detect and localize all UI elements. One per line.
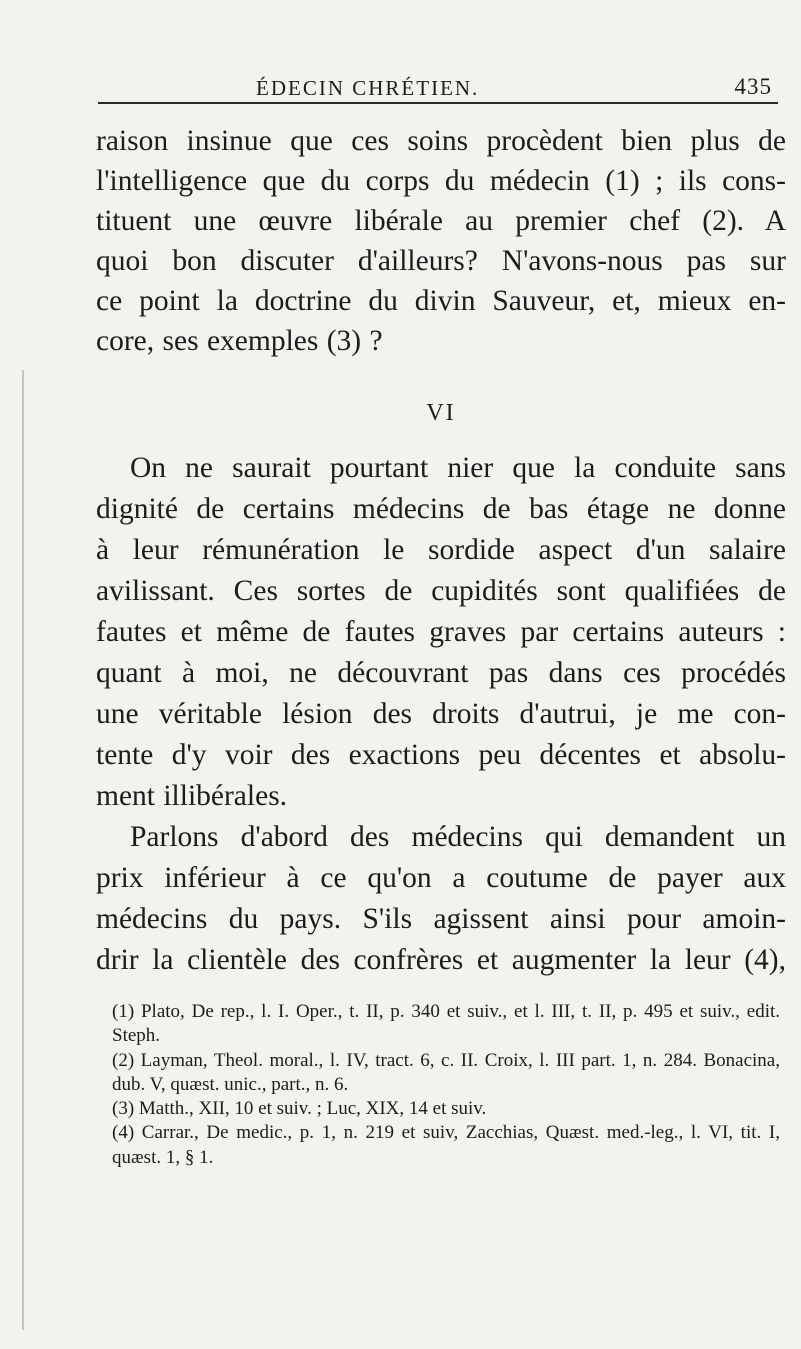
footnote-4: (4) Carrar., De medic., p. 1, n. 219 et suiv, Zacchias, Quæst. med.-leg., l. VI, tit. I, quæst. 1, § 1. <box>112 1122 780 1168</box>
text-line: quant à moi, ne découvrant pas dans ces procédés <box>96 657 786 689</box>
text-line: core, ses exemples (3) ? <box>96 325 383 357</box>
text-line: ment illibérales. <box>96 780 288 812</box>
text-line: tente d'y voir des exactions peu décentes et absolu- <box>96 739 786 771</box>
text-line: ce point la doctrine du divin Sauveur, et, mieux en- <box>96 285 786 317</box>
text-line: avilissant. Ces sortes de cupidités sont qualifiées de <box>96 575 786 607</box>
page-header <box>98 62 778 102</box>
text-line: médecins du pays. S'ils agissent ainsi pour amoin- <box>96 903 786 935</box>
footnote-2: (2) Layman, Theol. moral., l. IV, tract. 6, c. II. Croix, l. III part. 1, n. 284. Bonacina, dub. V, quæst. unic., part., n. 6. <box>112 1049 780 1095</box>
page-number: 435 <box>734 74 772 99</box>
footnote-1: (1) Plato, De rep., l. I. Oper., t. II, p. 340 et suiv., et l. III, t. II, p. 495 et suiv., edit. Steph. <box>112 1001 780 1047</box>
text-line: dignité de certains médecins de bas étage ne donne <box>96 493 786 525</box>
section-heading: VI <box>426 400 456 426</box>
footnotes <box>112 1000 780 1170</box>
footnote-3: (3) Matth., XII, 10 et suiv. ; Luc, XIX, 14 et suiv. <box>112 1098 487 1120</box>
header-rule <box>98 102 778 104</box>
text-line: quoi bon discuter d'ailleurs? N'avons-nous pas sur <box>96 245 786 277</box>
text-line: fautes et même de fautes graves par certains auteurs : <box>96 616 786 648</box>
text-line: prix inférieur à ce qu'on a coutume de payer aux <box>96 862 786 894</box>
page-gutter-shadow <box>22 370 24 1330</box>
text-line: tituent une œuvre libérale au premier chef (2). A <box>96 205 786 237</box>
text-line: à leur rémunération le sordide aspect d'un salaire <box>96 534 786 566</box>
text-line: raison insinue que ces soins procèdent bien plus de <box>96 125 786 157</box>
text-line: On ne saurait pourtant nier que la conduite sans <box>130 452 786 484</box>
text-line: Parlons d'abord des médecins qui demandent un <box>130 821 786 853</box>
text-line: l'intelligence que du corps du médecin (1) ; ils cons- <box>96 165 786 197</box>
text-line: drir la clientèle des confrères et augmenter la leur (4), <box>96 944 786 976</box>
running-title: ÉDECIN CHRÉTIEN. <box>256 76 480 100</box>
text-line: une véritable lésion des droits d'autrui, je me con- <box>96 698 786 730</box>
